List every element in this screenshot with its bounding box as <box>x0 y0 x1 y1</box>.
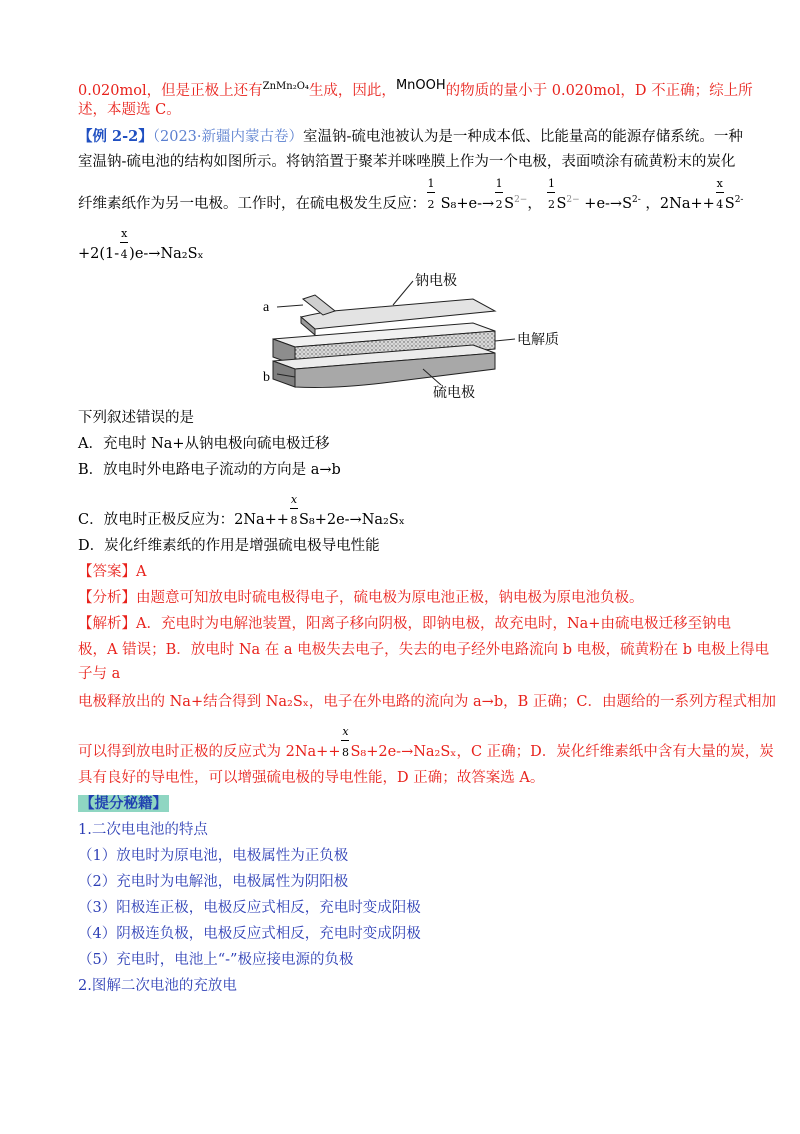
denominator: 2 <box>495 197 503 211</box>
example-source: （2023·新疆内蒙古卷） <box>152 129 304 145</box>
explanation-line-1: 【解析】A．充电时为电解池装置，阳离子移向阴极，即钠电极，故充电时，Na+由硫电极迁移至钠电 <box>78 616 731 632</box>
explanation-line-4: 电极释放出的 Na+结合得到 Na₂Sₓ，电子在外电路的流向为 a→b，B 正确；C．由题给的一系列方程式相加 <box>78 694 776 710</box>
denominator: 2 <box>547 197 555 211</box>
tips-item-3: （3）阳极连正极，电极反应式相反，充电时变成阳极 <box>78 900 421 916</box>
denominator: 4 <box>716 197 724 211</box>
numerator: x <box>290 493 298 506</box>
label-electrolyte: 电解质 <box>517 332 559 348</box>
fraction-bar <box>495 192 503 193</box>
text: 生成，因此， <box>308 82 396 99</box>
prev-solution-line-2: 述，本题选 C。 <box>78 102 181 118</box>
question-stem: 下列叙述错误的是 <box>78 410 194 426</box>
tips-item-1: （1）放电时为原电池，电极属性为正负极 <box>78 848 349 864</box>
label-sulfur-electrode: 硫电极 <box>433 385 475 401</box>
fraction-x-over-4 <box>715 176 725 214</box>
text: S₈+2e-→Na₂Sₓ <box>298 512 405 528</box>
example-line-2: 室温钠-硫电池的结构如图所示。将钠箔置于聚苯并咪唑膜上作为一个电极，表面喷涂有硫黄粉末的炭化 <box>78 154 736 170</box>
lead-line-a <box>277 305 303 307</box>
tips-title-text: 【提分秘籍】 <box>80 795 167 812</box>
text: S <box>504 195 515 212</box>
text: )e-→Na₂Sₓ <box>129 246 204 262</box>
option-b: B．放电时外电路电子流动的方向是 a→b <box>78 462 341 478</box>
text: 0.020mol，但是正极上还有 <box>78 82 263 99</box>
analysis: 【分析】由题意可知放电时硫电极得电子，硫电极为原电池正极，钠电极为原电池负极。 <box>78 590 644 606</box>
explanation-line-2: 极，A 错误；B．放电时 Na 在 a 电极失去电子，失去的电子经外电路流向 b 电极，硫黄粉在 b 电极上得电 <box>78 642 770 658</box>
text: 的物质的量小于 0.020mol，D 不正确；综上所 <box>445 82 753 99</box>
numerator: 1 <box>547 176 555 190</box>
fraction-bar <box>547 192 555 193</box>
text: +2(1- <box>78 246 120 262</box>
fraction-bar <box>427 192 435 193</box>
formula-znmn2o4: ZnMn₂O₄ <box>262 81 309 92</box>
option-a: A．充电时 Na+从钠电极向硫电极迁移 <box>78 436 330 452</box>
denominator: 4 <box>120 248 128 261</box>
fraction-x-over-8 <box>340 725 350 762</box>
text: ， <box>527 195 542 212</box>
fraction-x-over-8 <box>289 493 299 530</box>
text: +e-→S <box>584 195 633 212</box>
denominator: 2 <box>427 197 435 211</box>
explanation-line-5 <box>78 725 774 762</box>
label-b: b <box>263 370 270 385</box>
fraction-bar <box>120 242 128 243</box>
explanation-line-6: 具有良好的导电性，可以增强硫电极的导电性能，D 正确；故答案选 A。 <box>78 770 545 786</box>
lead-a <box>303 295 335 315</box>
option-d: D．炭化纤维素纸的作用是增强硫电极导电性能 <box>78 538 380 554</box>
text: S <box>724 195 735 212</box>
tips-heading-1: 1.二次电电池的特点 <box>78 822 208 838</box>
text: 可以得到放电时正极的反应式为 2Na++ <box>78 744 341 760</box>
prev-solution-line-1 <box>78 76 753 101</box>
numerator: x <box>342 725 349 738</box>
example-line-3 <box>78 176 744 214</box>
fraction-half <box>426 176 436 214</box>
tips-item-4: （4）阴极连负极，电极反应式相反，充电时变成阴极 <box>78 926 421 942</box>
denominator: 8 <box>290 514 298 527</box>
fraction-half <box>546 176 556 214</box>
text: S <box>556 195 567 212</box>
example-line-4 <box>78 227 204 264</box>
text: 纤维素纸作为另一电极。工作时，在硫电极发生反应： <box>78 195 426 212</box>
label-a: a <box>263 300 270 315</box>
text: S₈+e-→ <box>440 195 495 212</box>
battery-diagram <box>263 269 563 401</box>
numerator: 1 <box>427 176 435 190</box>
label-sodium-electrode: 钠电极 <box>415 273 457 289</box>
fraction-x-over-4 <box>119 227 129 264</box>
fraction-bar <box>716 192 724 193</box>
leader-na <box>393 281 413 305</box>
charge: 2- <box>734 195 744 205</box>
numerator: x <box>716 176 723 190</box>
explanation-line-3: 子与 a <box>78 666 121 682</box>
numerator: x <box>121 227 128 240</box>
formula-mnooh: MnOOH <box>395 78 446 93</box>
text: S₈+2e-→Na₂Sₓ，C 正确；D．炭化纤维素纸中含有大量的炭，炭 <box>350 744 774 760</box>
fraction-bar <box>341 740 349 741</box>
option-c <box>78 493 405 530</box>
tips-item-5: （5）充电时，电池上“-”极应接电源的负极 <box>78 952 354 968</box>
example-header <box>78 127 743 147</box>
text: 室温钠-硫电池被认为是一种成本低、比能量高的能源存储系统。一种 <box>303 129 743 145</box>
fraction-half <box>494 176 504 214</box>
tips-title <box>78 794 169 814</box>
text: C．放电时正极反应为：2Na++ <box>78 512 289 528</box>
fraction-bar <box>290 508 298 509</box>
text: ，2Na++ <box>645 195 715 212</box>
leader-electrolyte <box>495 339 515 341</box>
tips-heading-2: 2.图解二次电池的充放电 <box>78 978 237 994</box>
denominator: 8 <box>341 746 349 759</box>
answer: 【答案】A <box>78 564 147 580</box>
example-tag: 【例 2-2】 <box>78 128 153 145</box>
charge: 2- <box>632 195 641 205</box>
charge: 2− <box>514 195 528 205</box>
charge: 2− <box>566 195 580 205</box>
numerator: 1 <box>495 176 503 190</box>
tips-item-2: （2）充电时为电解池，电极属性为阴阳极 <box>78 874 349 890</box>
